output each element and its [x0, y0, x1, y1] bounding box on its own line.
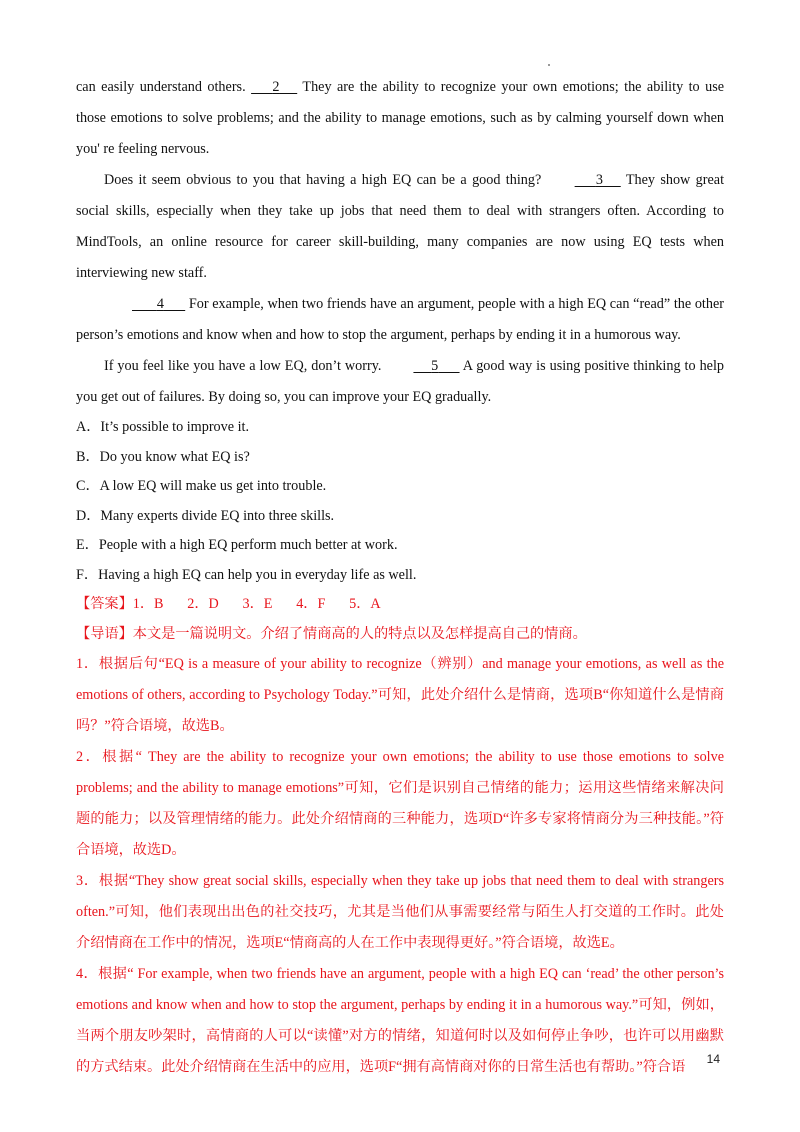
passage-paragraph-2 — [76, 165, 724, 289]
page-number: 14 — [706, 1052, 720, 1066]
passage-paragraph-1 — [76, 72, 724, 165]
answer-line — [76, 590, 724, 620]
answer-values: 1．B 2．D 3．E 4．F 5．A — [132, 596, 381, 612]
passage-paragraph-3 — [76, 289, 724, 351]
explanation-2: 2．根据“ They are the ability to recognize your own emotions; the ability to use those emotions to solve problems; and the ability to manage emotions”可知，它们是识别自己情绪的能力；运用这些情绪来解决问题的能力；以及管理情绪的能力。此处介绍情商的三种能力，选项D“许多专家将情商分为三种技能。”符合语境，故选D。 — [76, 749, 724, 858]
document-page — [76, 72, 724, 1083]
passage-text: They show great social skills, especially when they take up jobs that need them to deal with strangers often. According to MindTools, an online resource for career skill-building, many companies are now using EQ tests when interviewing new staff. — [76, 172, 725, 281]
passage-text: can easily understand others. — [76, 79, 246, 95]
blank-4: 4 — [156, 296, 164, 312]
blank-5: 5 — [431, 358, 439, 374]
option-e: E．People with a high EQ perform much better at work. — [76, 537, 398, 553]
answer-label: 【答案】 — [76, 596, 133, 612]
passage-text: Does it seem obvious to you that having a high EQ can be a good thing? — [104, 172, 542, 188]
explanation-1: 1．根据后句“EQ is a measure of your ability to recognize（辨别）and manage your emotions, as well as the emotions of others, according to Psychology Today.”可知，此处介绍什么是情商，选项B“你知道什么是情商吗？”符合语境，故选B。 — [76, 656, 724, 734]
explanation-4: 4．根据“ For example, when two friends have an argument, people with a high EQ can ‘read’ the other person’s emotions and know when and how to stop the argument, perhaps by ending it in a humorous way.”可知，例如，当两个朋友吵架时，高情商的人可以“读懂”对方的情绪，知道何时以及如何停止争吵，也许可以用幽默的方式结束。此处介绍情商在生活中的应用，选项F“拥有高情商对你的日常生活也有帮助。”符合语 — [76, 966, 724, 1075]
passage-text: For example, when two friends have an argument, people with a high EQ can “read” the other person’s emotions and know when and how to stop the argument, perhaps by ending it in a humorous way. — [76, 296, 724, 343]
explanation-3: 3．根据“They show great social skills, especially when they take up jobs that need them to deal with strangers often.”可知，他们表现出出色的社交技巧，尤其是当他们从事需要经常与陌生人打交道的工作时。此处介绍情商在工作中的情况，选项E“情商高的人在工作中表现得更好。”符合语境，故选E。 — [76, 873, 724, 951]
passage-text: They are the ability to recognize your own emotions; the ability to use those emotions to solve problems; and the ability to manage emotions, such as by calming yourself down when you' re feeling nervous. — [76, 79, 725, 157]
blank-3: 3 — [595, 172, 603, 188]
scan-dot — [548, 64, 550, 66]
passage-text: If you feel like you have a low EQ, don’t worry. — [104, 358, 382, 374]
blank-2: 2 — [272, 79, 280, 95]
passage-paragraph-4 — [76, 351, 724, 413]
option-d: D．Many experts divide EQ into three skills. — [76, 507, 335, 524]
guide-label: 【导语】 — [76, 625, 133, 642]
option-a: A．It’s possible to improve it. — [76, 419, 249, 435]
option-b: B．Do you know what EQ is? — [76, 448, 250, 465]
passage-text: A good way is using positive thinking to help you get out of failures. By doing so, you can improve your EQ gradually. — [76, 358, 724, 405]
option-f: F．Having a high EQ can help you in everyday life as well. — [76, 566, 417, 583]
option-c: C．A low EQ will make us get into trouble. — [76, 478, 327, 494]
guide-line — [76, 620, 724, 650]
guide-text: 本文是一篇说明文。介绍了情商高的人的特点以及怎样提高自己的情商。 — [132, 625, 587, 642]
